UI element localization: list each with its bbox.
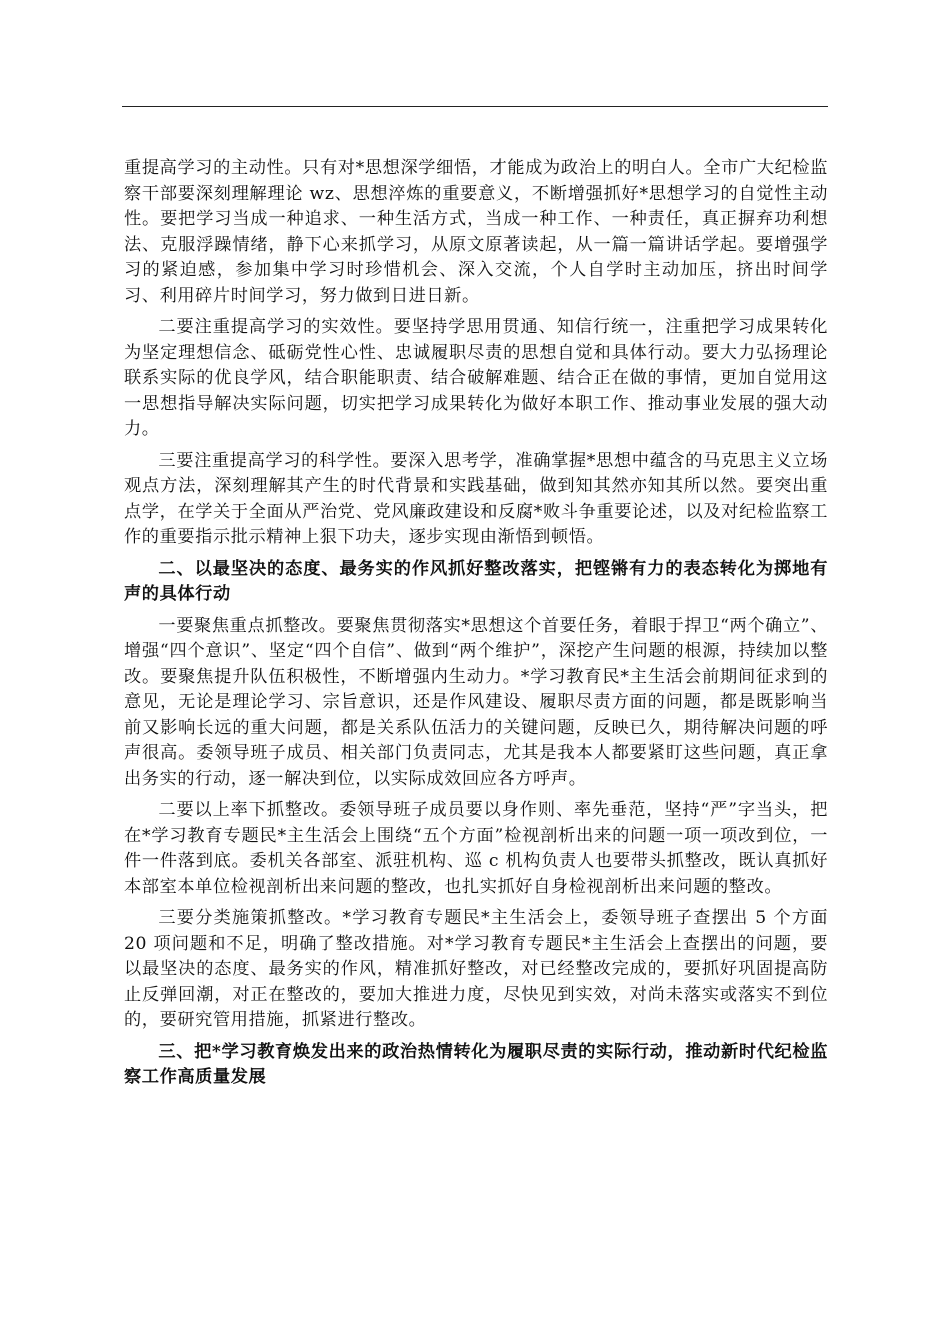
header-rule xyxy=(122,106,828,107)
paragraph-2: 二要注重提高学习的实效性。要坚持学思用贯通、知信行统一，注重把学习成果转化为坚定理想信念、砥砺党性心性、忠诚履职尽责的思想自觉和具体行动。要大力弘扬理论联系实际的优良学风，结合职能职责、结合破解难题、结合正在做的事情，更加自觉用这一思想指导解决实际问题，切实把学习成果转化为做好本职工作、推动事业发展的强大动力。 xyxy=(124,317,828,439)
paragraph-1: 重提高学习的主动性。只有对*思想深学细悟，才能成为政治上的明白人。全市广大纪检监察干部要深刻理解理论 wz、思想淬炼的重要意义，不断增强抓好*思想学习的自觉性主动性。要把学习当成一种追求、一种生活方式，当成一种工作、一种责任，真正摒弃功利想法、克服浮躁情绪，静下心来抓学习，从原文原著读起，从一篇一篇讲话学起。要增强学习的紧迫感，参加集中学习时珍惜机会、深入交流，个人自学时主动加压，挤出时间学习、利用碎片时间学习，努力做到日进日新。 xyxy=(124,158,828,306)
document-body xyxy=(124,156,828,1097)
section-heading-2: 二、以最坚决的态度、最务实的作风抓好整改落实，把铿锵有力的表态转化为掷地有声的具体行动 xyxy=(124,558,828,604)
paragraph-5: 二要以上率下抓整改。委领导班子成员要以身作则、率先垂范，坚持“严”字当头，把在*学习教育专题民*主生活会上围绕“五个方面”检视剖析出来的问题一项一项改到位，一件一件落到底。委机关各部室、派驻机构、巡 c 机构负责人也要带头抓整改，既认真抓好本部室本单位检视剖析出来问题的整改，也扎实抓好自身检视剖析出来问题的整改。 xyxy=(124,800,828,897)
paragraph-4: 一要聚焦重点抓整改。要聚焦贯彻落实*思想这个首要任务，着眼于捍卫“两个确立”、增强“四个意识”、坚定“四个自信”、做到“两个维护”，深挖产生问题的根源，持续加以整改。要聚焦提升队伍积极性，不断增强内生动力。*学习教育民*主生活会前期间征求到的意见，无论是理论学习、宗旨意识，还是作风建设、履职尽责方面的问题，都是既影响当前又影响长远的重大问题，都是关系队伍活力的关键问题，反映已久，期待解决问题的呼声很高。委领导班子成员、相关部门负责同志，尤其是我本人都要紧盯这些问题，真正拿出务实的行动，逐一解决到位，以实际成效回应各方呼声。 xyxy=(124,615,828,789)
section-heading-3: 三、把*学习教育焕发出来的政治热情转化为履职尽责的实际行动，推动新时代纪检监察工作高质量发展 xyxy=(124,1041,828,1087)
paragraph-6: 三要分类施策抓整改。*学习教育专题民*主生活会上，委领导班子查摆出 5 个方面 20 项问题和不足，明确了整改措施。对*学习教育专题民*主生活会上查摆出的问题，要以最坚决的态度、最务实的作风，精准抓好整改，对已经整改完成的，要抓好巩固提高防止反弹回潮，对正在整改的，要加大推进力度，尽快见到实效，对尚未落实或落实不到位的，要研究管用措施，抓紧进行整改。 xyxy=(124,908,828,1030)
paragraph-3: 三要注重提高学习的科学性。要深入思考学，准确掌握*思想中蕴含的马克思主义立场观点方法，深刻理解其产生的时代背景和实践基础，做到知其然亦知其所以然。要突出重点学，在学关于全面从严治党、党风廉政建设和反腐*败斗争重要论述，以及对纪检监察工作的重要指示批示精神上狠下功夫，逐步实现由渐悟到顿悟。 xyxy=(124,450,828,547)
